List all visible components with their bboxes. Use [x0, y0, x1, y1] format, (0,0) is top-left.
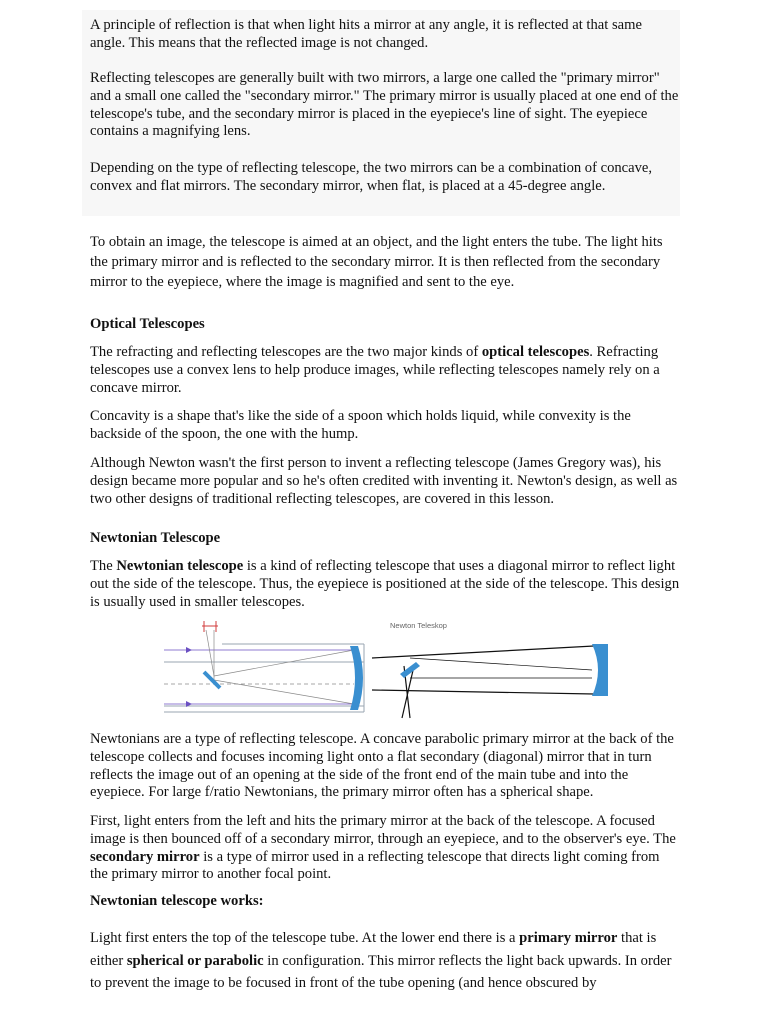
works-heading: Newtonian telescope works: — [90, 893, 264, 909]
image-paragraph: To obtain an image, the telescope is aimed at an object, and the light enters the tube. The light hits the primary mirror and is reflected to the secondary mirror. It is then reflected from the secondary mirror to the eyepiece, where the image is magnified and sent to the eye. — [90, 234, 663, 290]
diagram-caption: Newton Teleskop — [390, 621, 447, 630]
reflection-paragraph-3: Depending on the type of reflecting telescope, the two mirrors can be a combination of concave, convex and flat mirrors. The secondary mirror, when flat, is placed at a 45-degree angle. — [90, 160, 653, 194]
works-paragraph: Light first enters the top of the telescope tube. At the lower end there is a primary mirror that is either spherical or parabolic in configuration. This mirror reflects the light back upwards. In order to prevent the image to be focused in front of the tube opening (and hence obscured by — [90, 930, 672, 991]
newtonian-telescope-term: Newtonian telescope — [116, 558, 244, 574]
optical-paragraph-2: Concavity is a shape that's like the side of a spoon which holds liquid, while convexity is the backside of the spoon, the one with the hump. — [90, 408, 631, 442]
newtonian-heading: Newtonian Telescope — [90, 530, 221, 546]
spherical-or-parabolic-term: spherical or parabolic — [126, 952, 264, 969]
primary-mirror-term: primary mirror — [519, 930, 618, 946]
optical-heading: Optical Telescopes — [90, 316, 205, 332]
optical-paragraph-3: Although Newton wasn't the first person to invent a reflecting telescope (James Gregory was), his design became more popular and so he's often credited with inventing it. Newton's design, as well as two other designs of traditional reflecting telescopes, are covered in this lesson. — [90, 455, 678, 507]
right-schematic — [372, 621, 608, 718]
reflection-paragraph-1: A principle of reflection is that when light hits a mirror at any angle, it is reflected at that same angle. This means that the reflected image is not changed. — [90, 17, 642, 51]
newtonian-paragraph-2: Newtonians are a type of reflecting telescope. A concave parabolic primary mirror at the back of the telescope collects and focuses incoming light onto a flat secondary (diagonal) mirror that in turn reflects the image out of an opening at the side of the front end of the main tube and into the eyepiece. For large f/ratio Newtonians, the primary mirror often has a spherical shape. — [90, 731, 674, 801]
secondary-mirror-term: secondary mirror — [90, 848, 200, 865]
newtonian-telescope-diagram — [164, 618, 620, 722]
newtonian-paragraph-3: First, light enters from the left and hits the primary mirror at the back of the telescope. A focused image is then bounced off of a secondary mirror, through an eyepiece, and to the observer's eye. The secondary mirror is a type of mirror used in a reflecting telescope that directs light coming from the primary mirror to another focal point. — [90, 813, 676, 883]
optical-telescopes-term: optical telescopes — [481, 344, 590, 360]
left-schematic — [164, 621, 364, 712]
reflection-paragraph-2: Reflecting telescopes are generally built with two mirrors, a large one called the "primary mirror" and a small one called the "secondary mirror." The primary mirror is usually placed at one end of the telescope's tube, and the secondary mirror is placed in the eyepiece's line of sight. The eyepiece contains a magnifying lens. — [90, 70, 679, 140]
optical-paragraph-1: The refracting and reflecting telescopes are the two major kinds of optical telescopes. Refracting telescopes use a convex lens to help produce images, while reflecting telescopes namely rely on a concave mirror. — [90, 344, 660, 396]
newtonian-paragraph-1: The Newtonian telescope is a kind of reflecting telescope that uses a diagonal mirror to reflect light out the side of the telescope. Thus, the eyepiece is positioned at the side of the telescope. This design is usually used in smaller telescopes. — [90, 558, 680, 610]
